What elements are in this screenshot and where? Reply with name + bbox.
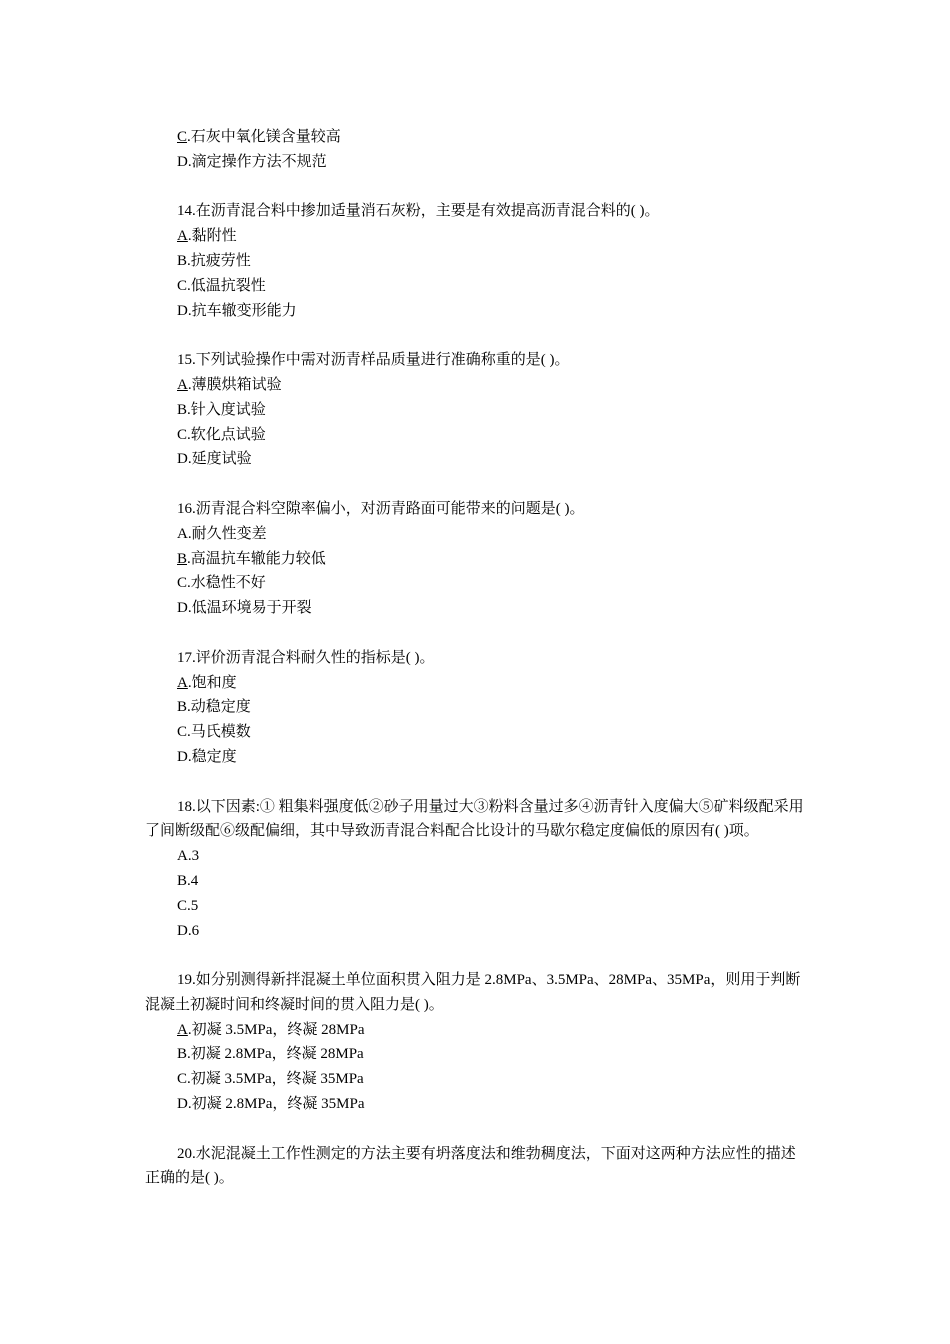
option-letter: D [177,748,188,765]
option-letter: C [177,575,188,592]
option-letter: D [177,153,188,170]
option-line [145,373,810,398]
option-line [145,299,810,324]
option-text: .低温环境易于开裂 [187,600,312,617]
option-letter: C [177,897,188,914]
option-line [145,919,810,944]
option-line [145,1067,810,1092]
option-letter: D [177,922,188,939]
option-letter: B [177,401,188,418]
option-letter: B [177,252,188,269]
option-line [145,720,810,745]
option-text: .3 [187,848,200,865]
option-text: .滴定操作方法不规范 [187,153,327,170]
option-letter: B [177,872,188,889]
question-stem: 19.如分别测得新拌混凝土单位面积贯入阻力是 2.8MPa、3.5MPa、28MPa、35MPa，则用于判断混凝土初凝时间和终凝时间的贯入阻力是( )。 [145,972,801,1013]
option-text: .饱和度 [187,674,237,691]
option-line [145,547,810,572]
option-text: .石灰中氧化镁含量较高 [187,129,341,145]
option-text: .动稳定度 [187,699,251,716]
option-line [145,695,810,720]
question-stem: 16.沥青混合料空隙率偏小，对沥青路面可能带来的问题是( )。 [177,500,585,517]
question-stem: 17.评价沥青混合料耐久性的指标是( )。 [177,649,435,666]
option-text: .马氏模数 [187,724,251,741]
option-text: .软化点试验 [187,426,266,443]
option-text: .黏附性 [187,228,237,245]
option-letter: B [177,1046,188,1063]
option-line [145,1042,810,1067]
question-20 [145,1142,810,1192]
option-letter: C [177,724,188,741]
option-text: .5 [187,897,199,914]
option-line [145,1092,810,1117]
option-line [145,894,810,919]
option-text: .薄膜烘箱试验 [187,376,282,393]
option-text: .抗车辙变形能力 [187,302,297,319]
question-19 [145,968,810,1117]
option-line [145,125,810,150]
option-letter: A [177,674,188,691]
option-line [145,869,810,894]
option-line [145,274,810,299]
option-line [145,844,810,869]
option-letter: A [177,525,188,542]
option-letter: B [177,699,188,716]
option-text: .高温抗车辙能力较低 [187,550,326,567]
option-line [145,150,810,175]
question-14 [145,199,810,323]
option-letter: A [177,228,188,245]
option-line [145,1018,810,1043]
option-text: .低温抗裂性 [187,277,266,294]
option-text: .水稳性不好 [187,575,266,592]
option-text: .6 [187,922,200,939]
option-letter: C [177,277,188,294]
option-text: .延度试验 [187,451,252,468]
option-letter: D [177,1096,188,1113]
option-text: .针入度试验 [187,401,266,418]
option-text: .初凝 3.5MPa，终凝 35MPa [187,1071,364,1088]
question-stem: 14.在沥青混合料中掺加适量消石灰粉，主要是有效提高沥青混合料的( )。 [177,203,660,220]
option-line [145,423,810,448]
option-letter: A [177,1021,188,1038]
question-16 [145,497,810,621]
option-line [145,571,810,596]
option-letter: C [177,129,188,145]
option-line [145,522,810,547]
option-text: .4 [187,872,199,889]
option-text: .耐久性变差 [187,525,267,542]
option-letter: D [177,302,188,319]
option-text: .初凝 3.5MPa，终凝 28MPa [187,1021,365,1038]
question-18 [145,795,810,944]
option-line [145,249,810,274]
option-text: .抗疲劳性 [187,252,251,269]
option-line [145,596,810,621]
option-line [145,224,810,249]
option-letter: A [177,848,188,865]
question-17 [145,646,810,770]
question-list [145,125,810,1191]
option-line [145,671,810,696]
option-letter: C [177,426,188,443]
question-stem: 18.以下因素:① 粗集料强度低②砂子用量过大③粉料含量过多④沥青针入度偏大⑤矿料级配采用了间断级配⑥级配偏细，其中导致沥青混合料配合比设计的马歇尔稳定度偏低的原因有( )项。 [145,798,804,840]
option-line [145,447,810,472]
option-letter: C [177,1071,188,1088]
option-letter: D [177,451,188,468]
option-text: .初凝 2.8MPa，终凝 35MPa [187,1096,365,1113]
question-stem: 15.下列试验操作中需对沥青样品质量进行准确称重的是( )。 [177,352,570,369]
option-letter: A [177,376,188,393]
option-text: .初凝 2.8MPa，终凝 28MPa [187,1046,364,1063]
option-line [145,398,810,423]
option-line [145,745,810,770]
option-text: .稳定度 [187,748,237,765]
option-letter: B [177,550,188,567]
option-letter: D [177,600,188,617]
question-15 [145,348,810,472]
question-stem: 20.水泥混凝土工作性测定的方法主要有坍落度法和维勃稠度法，下面对这两种方法应性的描述正确的是( )。 [145,1145,796,1187]
